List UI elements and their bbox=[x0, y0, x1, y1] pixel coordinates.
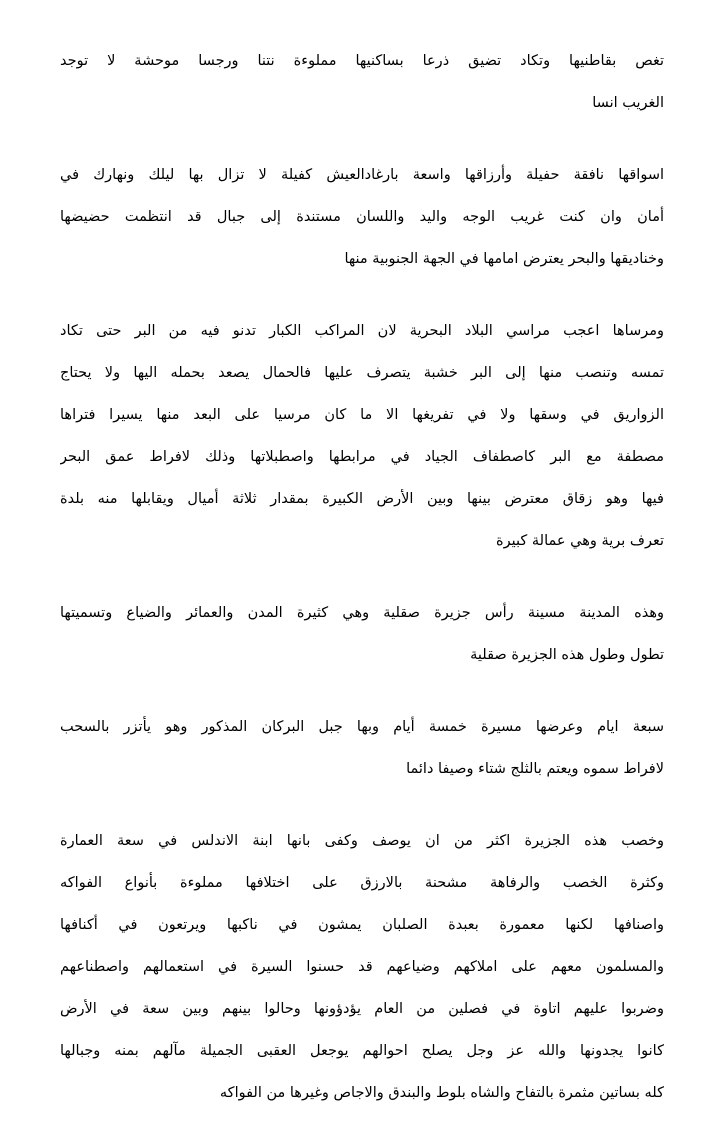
text-line: اسواقها نافقة حفيلة وأرزاقها واسعة بارغادالعيش كفيلة لا تزال بها ليلك ونهارك في bbox=[60, 167, 664, 183]
paragraph-4 bbox=[60, 592, 664, 676]
text-line: لافراط سموه ويعتم بالثلج شتاء وصيفا دائما bbox=[406, 761, 664, 777]
text-line: ومرساها اعجب مراسي البلاد البحرية لان المراكب الكبار تدنو فيه من البر حتى تكاد bbox=[60, 323, 664, 339]
text-line: كانوا يجدونها والله عز وجل يصلح احوالهم يوجعل العقبى الجميلة مآلهم بمنه وجبالها bbox=[60, 1043, 664, 1059]
text-line: الغريب انسا bbox=[592, 95, 664, 111]
text-line: واصنافها لكنها معمورة بعبدة الصلبان يمشون في ناكبها ويرتعون في أكنافها bbox=[60, 917, 664, 933]
text-line: فيها وهو زقاق معترض بينها وبين الأرض الكبيرة بمقدار ثلاثة أميال ويقابلها منه بلدة bbox=[60, 491, 664, 507]
text-line: مصطفة مع البر كاصطفاف الجياد في مرابطها واصطبلاتها وذلك لافراط عمق البحر bbox=[60, 449, 664, 465]
text-line: والمسلمون معهم على املاكهم وضياعهم قد حسنوا السيرة في استعمالهم واصطناعهم bbox=[60, 959, 664, 975]
text-line: تمسه وتنصب منها إلى البر خشبة يتصرف عليها فالحمال يصعد بحمله اليها ولا يحتاج bbox=[60, 365, 664, 381]
text-line: وخناديقها والبحر يعترض امامها في الجهة الجنوبية منها bbox=[344, 251, 664, 267]
text-line: وضربوا عليهم اتاوة في فصلين من العام يؤدؤونها وحالوا بينهم وبين سعة في الأرض bbox=[60, 1001, 664, 1017]
text-line: الزواريق في وسقها ولا في تفريغها الا ما كان مرسيا على البعد منها يسيرا فتراها bbox=[60, 407, 664, 423]
text-line: وكثرة الخصب والرفاهة مشحنة بالارزق على اختلافها مملوءة بأنواع الفواكه bbox=[60, 875, 664, 891]
text-line: تعرف برية وهي عمالة كبيرة bbox=[496, 533, 664, 549]
text-line: سبعة ايام وعرضها مسيرة خمسة أيام وبها جبل البركان المذكور وهو يأتزر بالسحب bbox=[60, 719, 664, 735]
paragraph-2 bbox=[60, 154, 664, 280]
text-line: كله بساتين مثمرة بالتفاح والشاه بلوط والبندق والاجاص وغيرها من الفواكه bbox=[219, 1085, 664, 1101]
paragraph-5 bbox=[60, 706, 664, 790]
document-page bbox=[60, 40, 664, 1144]
paragraph-3 bbox=[60, 310, 664, 562]
text-line: وهذه المدينة مسينة رأس جزيرة صقلية وهي كثيرة المدن والعمائر والضياع وتسميتها bbox=[60, 605, 664, 621]
paragraph-1 bbox=[60, 40, 664, 124]
paragraph-6 bbox=[60, 820, 664, 1114]
text-line: أمان وان كنت غريب الوجه واليد واللسان مستندة إلى جبال قد انتظمت حضيضها bbox=[60, 209, 664, 225]
text-line: تطول وطول هذه الجزيرة صقلية bbox=[470, 647, 664, 663]
text-line: تغص بقاطنيها وتكاد تضيق ذرعا بساكنيها مملوءة نتنا ورجسا موحشة لا توجد bbox=[60, 53, 664, 69]
text-line: وخصب هذه الجزيرة اكثر من ان يوصف وكفى بانها ابنة الاندلس في سعة العمارة bbox=[60, 833, 664, 849]
